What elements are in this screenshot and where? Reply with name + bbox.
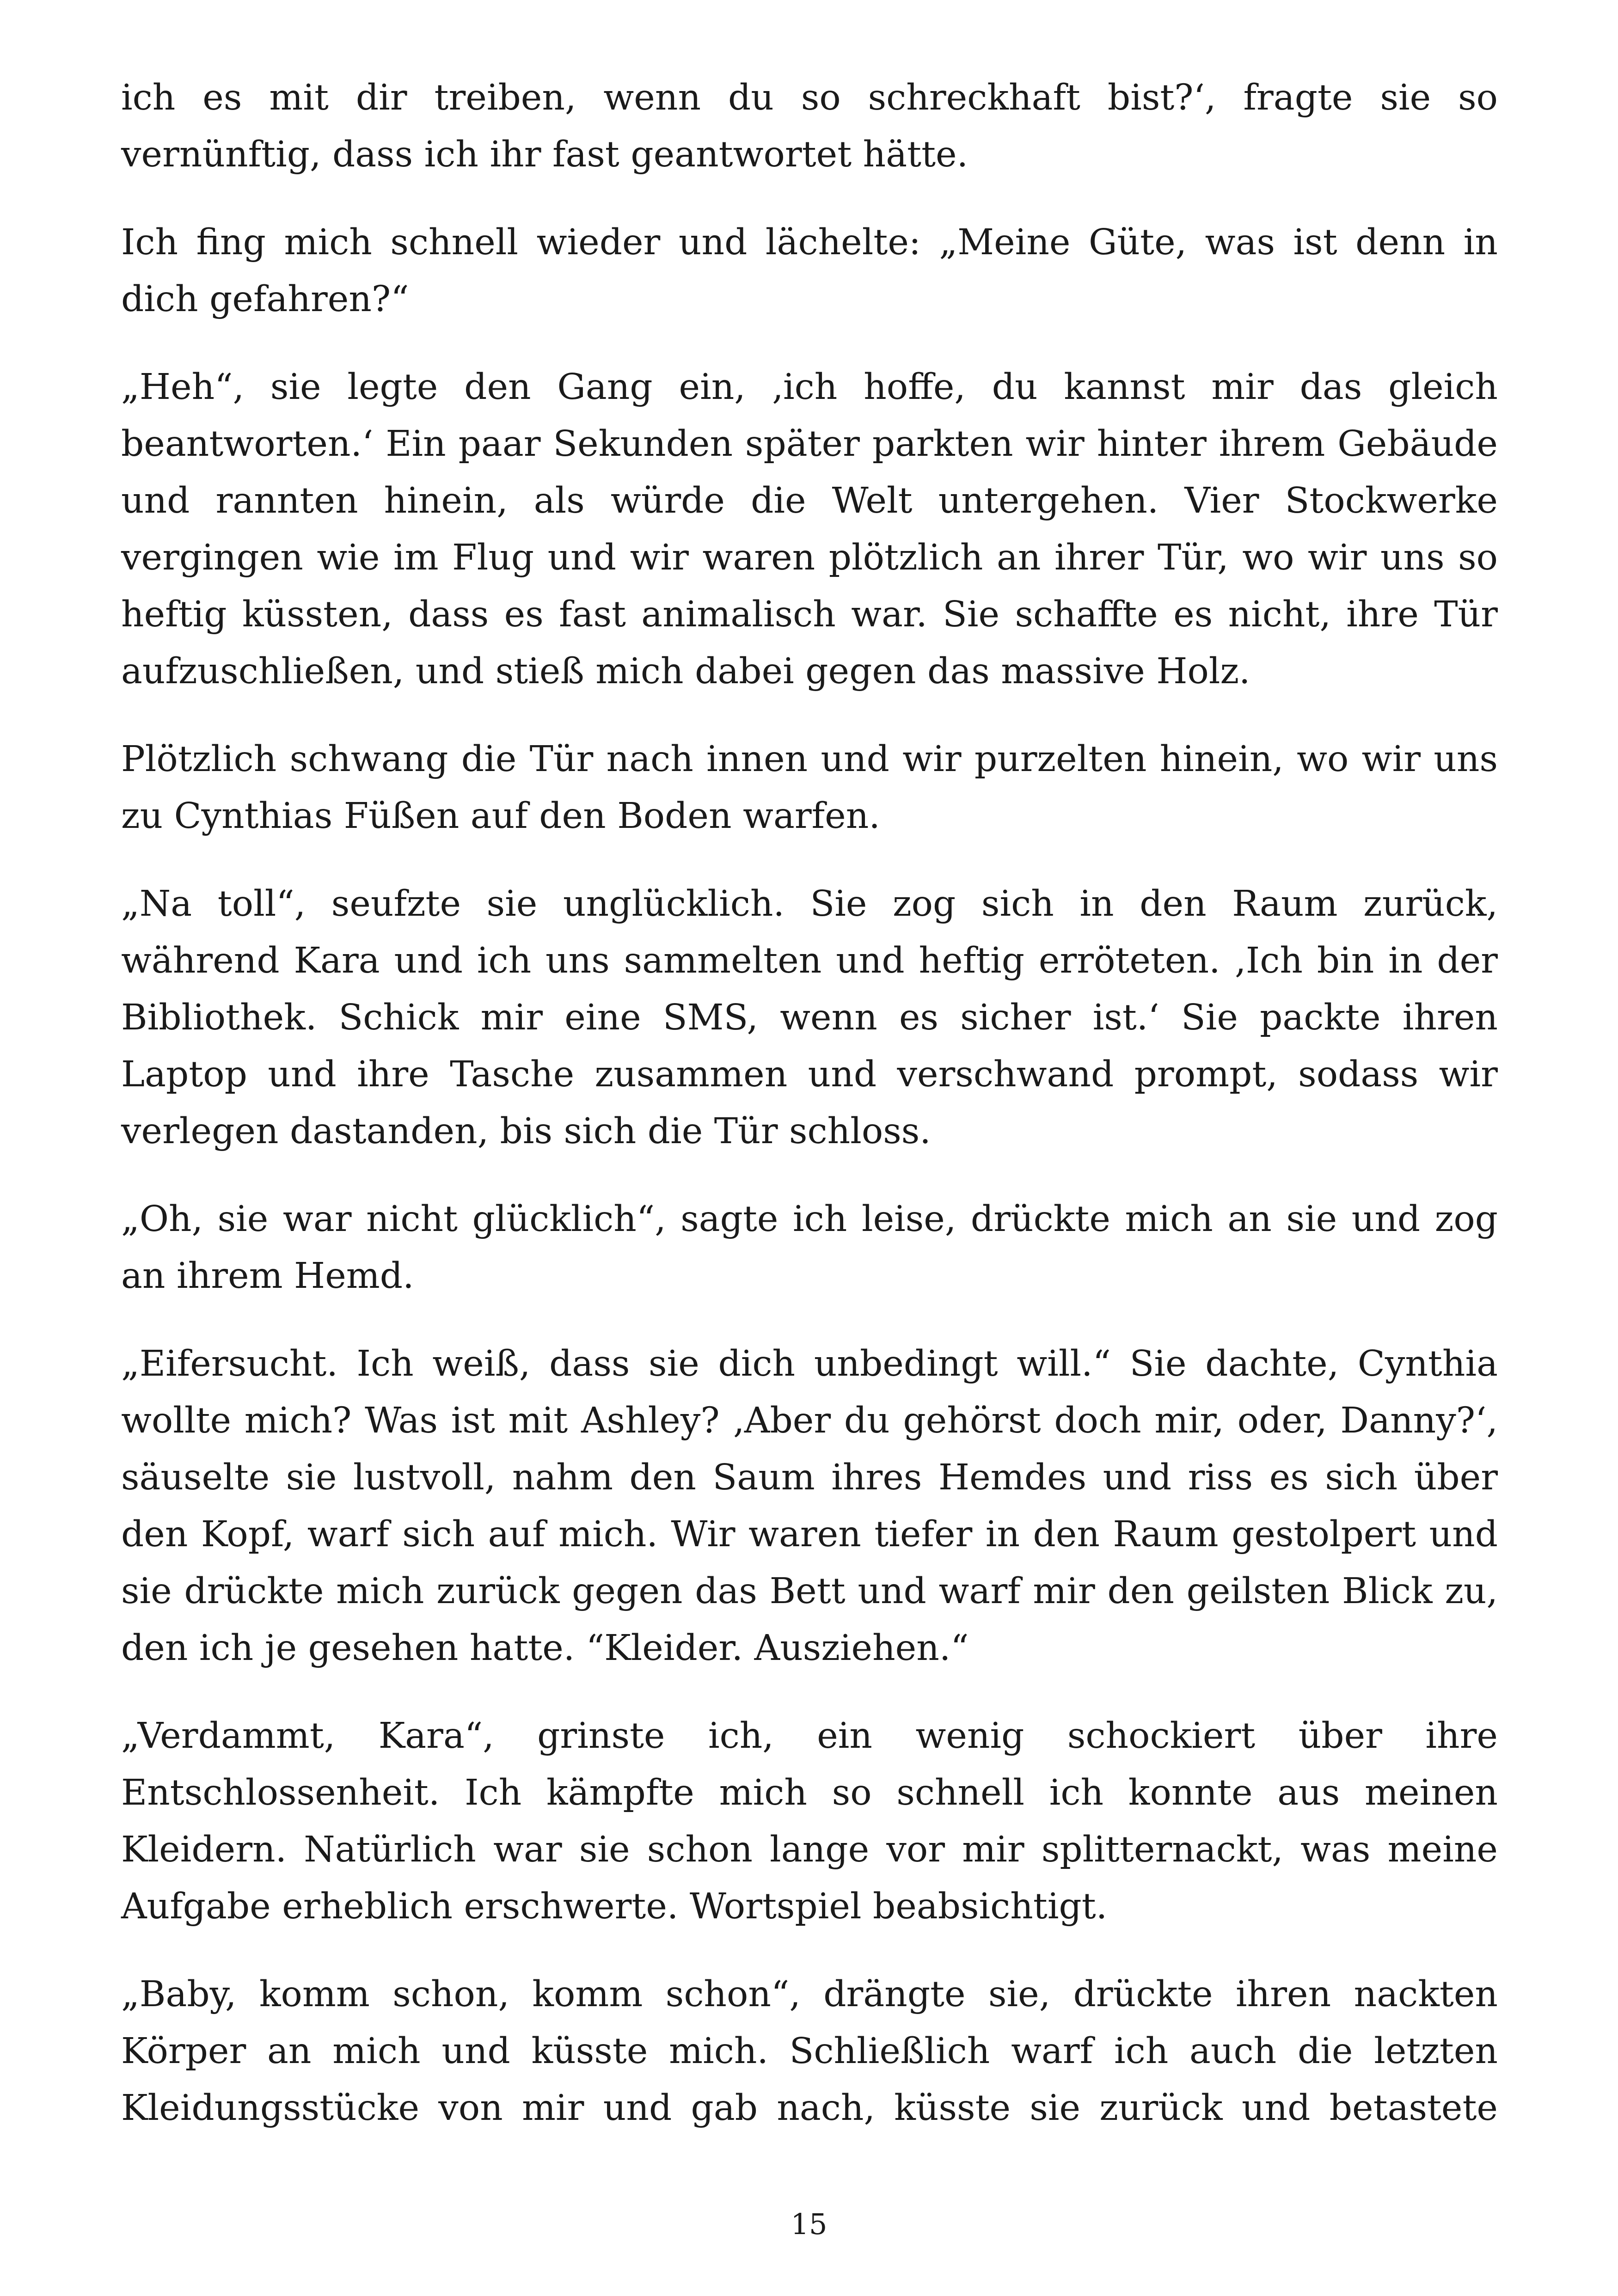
paragraph: Ich fing mich schnell wieder und lächelte: „Meine Güte, was ist denn in dich gefahren?“: [121, 222, 1498, 320]
paragraph: Plötzlich schwang die Tür nach innen und wir purzelten hinein, wo wir uns zu Cynthias Füßen auf den Boden warfen.: [121, 739, 1498, 837]
paragraph: „Oh, sie war nicht glücklich“, sagte ich leise, drückte mich an sie und zog an ihrem Hemd.: [121, 1199, 1498, 1297]
paragraph: „Eifersucht. Ich weiß, dass sie dich unbedingt will.“ Sie dachte, Cynthia wollte mich? Was ist mit Ashley? ‚Aber du gehörst doch mir, oder, Danny?‘, säuselte sie lustvoll, nahm den Saum ihres Hemdes und riss es sich über den Kopf, warf sich auf mich. Wir waren tiefer in den Raum gestolpert und sie drückte mich zurück gegen das Bett und warf mir den geilsten Blick zu, den ich je gesehen hatte. “Kleider. Ausziehen.“: [121, 1343, 1498, 1669]
paragraph: „Verdammt, Kara“, grinste ich, ein wenig schockiert über ihre Entschlossenheit. Ich kämpfte mich so schnell ich konnte aus meinen Kleidern. Natürlich war sie schon lange vor mir splitternackt, was meine Aufgabe erheblich erschwerte. Wortspiel beabsichtigt.: [121, 1715, 1498, 1927]
paragraph: ich es mit dir treiben, wenn du so schreckhaft bist?‘, fragte sie so vernünftig, dass ich ihr fast geantwortet hätte.: [121, 77, 1498, 175]
paragraph: „Baby, komm schon, komm schon“, drängte sie, drückte ihren nackten Körper an mich und küsste mich. Schließlich warf ich auch die letzten Kleidungsstücke von mir und gab nach, küsste sie zurück und betastete: [121, 1974, 1498, 2129]
page-number: 15: [791, 2207, 827, 2241]
paragraph: „Heh“, sie legte den Gang ein, ‚ich hoffe, du kannst mir das gleich beantworten.‘ Ein paar Sekunden später parkten wir hinter ihrem Gebäude und rannten hinein, als würde die Welt untergehen. Vier Stockwerke vergingen wie im Flug und wir waren plötzlich an ihrer Tür, wo wir uns so heftig küssten, dass es fast animalisch war. Sie schaffte es nicht, ihre Tür aufzuschließen, und stieß mich dabei gegen das massive Holz.: [121, 367, 1498, 692]
document-page: [121, 69, 1498, 2167]
paragraph: „Na toll“, seufzte sie unglücklich. Sie zog sich in den Raum zurück, während Kara und ich uns sammelten und heftig erröteten. ‚Ich bin in der Bibliothek. Schick mir eine SMS, wenn es sicher ist.‘ Sie packte ihren Laptop und ihre Tasche zusammen und verschwand prompt, sodass wir verlegen dastanden, bis sich die Tür schloss.: [121, 883, 1498, 1152]
